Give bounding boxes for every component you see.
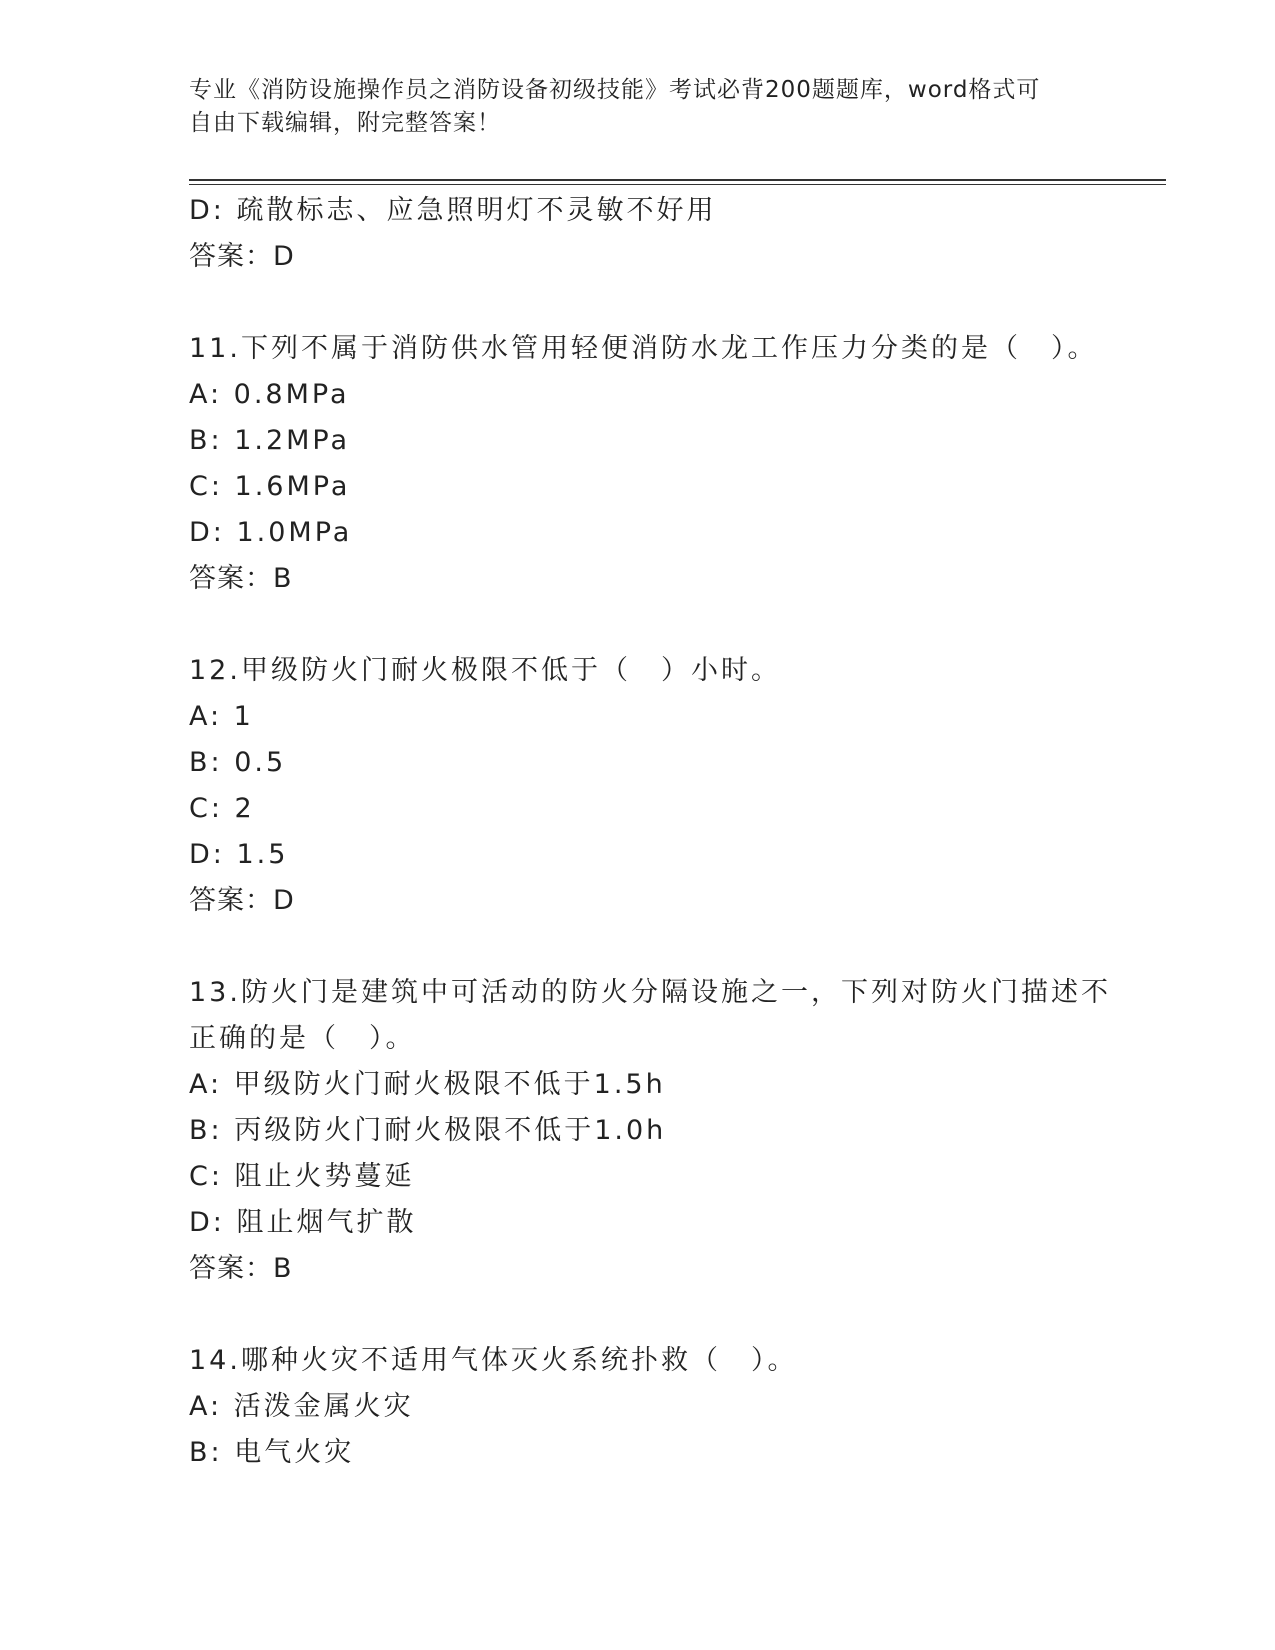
spacer	[189, 602, 1119, 648]
q11-stem: 11.下列不属于消防供水管用轻便消防水龙工作压力分类的是（ ）。	[189, 333, 1098, 364]
spacer	[189, 924, 1119, 970]
header-line-2: 自由下载编辑，附完整答案！	[189, 110, 501, 136]
prev-option-d: D: 疏散标志、应急照明灯不灵敏不好用	[189, 195, 717, 226]
q11-option-d: D: 1.0MPa	[189, 517, 353, 548]
q13-option-d: D: 阻止烟气扩散	[189, 1207, 417, 1238]
q11-option-b: B: 1.2MPa	[189, 425, 351, 456]
q12-answer: 答案：D	[189, 885, 295, 916]
q13-stem-line-2: 正确的是（ ）。	[189, 1023, 416, 1054]
q13-option-a: A: 甲级防火门耐火极限不低于1.5h	[189, 1069, 666, 1100]
q13-option-b: B: 丙级防火门耐火极限不低于1.0h	[189, 1115, 667, 1146]
q14-option-b: B: 电气火灾	[189, 1437, 355, 1468]
q13-option-c: C: 阻止火势蔓延	[189, 1161, 415, 1192]
q14-option-a: A: 活泼金属火灾	[189, 1391, 414, 1422]
prev-answer: 答案：D	[189, 241, 295, 272]
q13-stem-line-1: 13.防火门是建筑中可活动的防火分隔设施之一，下列对防火门描述不	[189, 977, 1111, 1008]
q13-answer: 答案：B	[189, 1253, 293, 1284]
q11-option-a: A: 0.8MPa	[189, 379, 350, 410]
q12-option-b: B: 0.5	[189, 747, 287, 778]
spacer	[189, 1292, 1119, 1338]
q14-stem: 14.哪种火灾不适用气体灭火系统扑救（ ）。	[189, 1345, 798, 1376]
spacer	[189, 280, 1119, 326]
q12-option-a: A: 1	[189, 701, 254, 732]
header-divider	[189, 179, 1166, 185]
q11-option-c: C: 1.6MPa	[189, 471, 351, 502]
q12-option-d: D: 1.5	[189, 839, 289, 870]
document-header	[189, 74, 1089, 140]
q12-option-c: C: 2	[189, 793, 255, 824]
header-line-1: 专业《消防设施操作员之消防设备初级技能》考试必背200题题库，word格式可	[189, 77, 1041, 103]
q11-answer: 答案：B	[189, 563, 293, 594]
question-content	[189, 188, 1119, 1476]
q12-stem: 12.甲级防火门耐火极限不低于（ ）小时。	[189, 655, 781, 686]
